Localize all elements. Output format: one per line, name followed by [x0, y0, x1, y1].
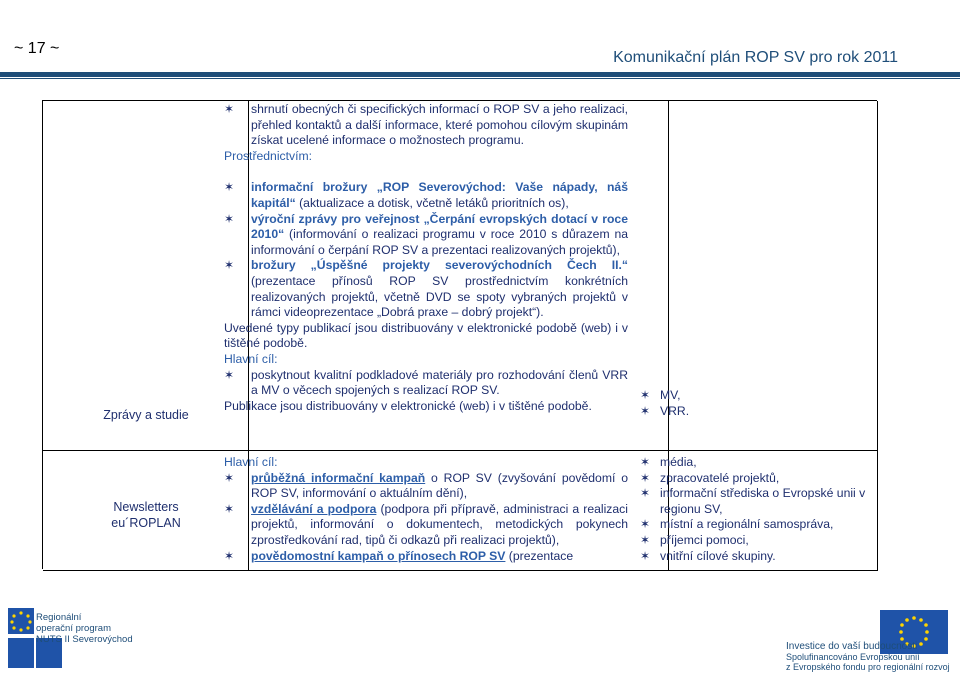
target-text: MV, [660, 388, 681, 402]
distribution-paragraph: Uvedené typy publikací jsou distribuovány v elektronické podobě (web) i v tištěné podobě. [224, 320, 628, 351]
bullet-text: (informování o realizaci programu v roce 2010 s důrazem na informování o čerpání ROP SV a prezentaci realizovaných projektů), [251, 227, 628, 257]
list-item [224, 180, 628, 211]
target-text: příjemci pomoci, [660, 532, 749, 547]
star-bullet-icon: ✶ [224, 548, 235, 563]
star-bullet-icon: ✶ [224, 102, 235, 116]
bullet-text: shrnutí obecných či specifických informací o ROP SV a jeho realizaci, přehled kontaktů a další informace, které pomohou cílovým skupinám získat ucelené informace o možnostech programu. [251, 102, 628, 148]
header-title: Komunikační plán ROP SV pro rok 2011 [613, 49, 898, 66]
right-logo-line: Spolufinancováno Evropskou unií [786, 652, 920, 662]
target-item [640, 533, 872, 549]
star-bullet-icon: ✶ [224, 211, 235, 226]
list-item [224, 212, 628, 259]
bullet-bold-text: informační brožury „ROP Severovýchod: Vaše nápady, náš kapitál“ [251, 180, 628, 210]
target-item [640, 517, 872, 533]
star-bullet-icon: ✶ [640, 403, 651, 418]
target-item [640, 404, 872, 420]
distribution-paragraph-2: Publikace jsou distribuovány v elektronické (web) i v tištěné podobě. [224, 398, 592, 413]
target-item [640, 388, 872, 404]
bullet-text: poskytnout kvalitní podkladové materiály pro rozhodování členů VRR a MV o věcech spojených s realizací ROP SV. [251, 367, 628, 398]
right-logo-line: z Evropského fondu pro regionální rozvoj [786, 662, 950, 672]
prostrednictvim-label: Prostřednictvím: [224, 148, 313, 163]
page-number: ~ 17 ~ [14, 40, 60, 57]
target-text: média, [660, 455, 697, 469]
star-bullet-icon: ✶ [640, 548, 651, 563]
bullet-text: (prezentace [505, 548, 574, 563]
main-goal-label: Hlavní cíl: [224, 455, 278, 469]
star-bullet-icon: ✶ [640, 517, 651, 532]
target-text: informační střediska o Evropské unii v regionu SV, [660, 486, 866, 516]
row2-label [43, 499, 249, 531]
bullet-text: (podpora při přípravě, administraci a realizaci projektů, informování o dokumentech, metodických pokynech zprostředkování rad, tipů či odkazů při realizaci projektů), [251, 501, 628, 547]
left-logo-line: Regionální [36, 612, 82, 623]
row2-content [224, 455, 628, 564]
list-item [224, 258, 628, 320]
list-item [224, 471, 628, 502]
star-bullet-icon: ✶ [640, 455, 651, 469]
row2-targets [640, 455, 872, 564]
target-item [640, 455, 872, 471]
list-item [224, 368, 628, 399]
star-bullet-icon: ✶ [224, 258, 235, 273]
row1-label-cell [43, 101, 249, 451]
row2-label-line1: Newsletters [113, 500, 179, 514]
star-bullet-icon: ✶ [224, 367, 235, 382]
right-logo-text [786, 642, 952, 672]
bullet-bold-text: vzdělávání a podpora [251, 501, 377, 516]
target-item [640, 471, 872, 487]
left-logo-line: operační program [36, 623, 111, 634]
list-item [224, 102, 628, 149]
main-goal-label: Hlavní cíl: [224, 351, 278, 366]
target-item [640, 549, 872, 565]
list-item [224, 549, 628, 565]
list-item [224, 502, 628, 549]
bullet-text: (prezentace přínosů ROP SV prostřednictvím konkrétních realizovaných projektů, včetně DVD se spoty vybraných projektů v rámci videoprezentace „Dobrá praxe – dobrý projekt“). [251, 273, 628, 320]
bullet-text: (aktualizace a dotisk, včetně letáků prioritních os), [295, 195, 569, 210]
target-text: zpracovatelé projektů, [660, 470, 780, 485]
row1-content [224, 102, 628, 414]
bullet-bold-text: průběžná informační kampaň [251, 470, 426, 485]
star-bullet-icon: ✶ [640, 486, 651, 501]
left-logo-text [36, 612, 133, 645]
target-text: místní a regionální samospráva, [660, 517, 834, 532]
star-bullet-icon: ✶ [224, 180, 235, 195]
bullet-bold-text: výroční zprávy pro veřejnost „Čerpání evropských dotací v roce 2010“ [251, 211, 628, 242]
row2-label-line2: eu´ROPLAN [111, 516, 181, 530]
star-bullet-icon: ✶ [640, 470, 651, 485]
star-bullet-icon: ✶ [640, 388, 651, 402]
bullet-bold-text: povědomostní kampaň o přínosech ROP SV [251, 548, 506, 563]
star-bullet-icon: ✶ [640, 532, 651, 547]
star-bullet-icon: ✶ [224, 470, 235, 485]
bullet-bold-text: brožury „Úspěšné projekty severovýchodních Čech II.“ [251, 258, 628, 273]
left-logo-line: NUTS II Severovýchod [36, 634, 133, 645]
right-logo-line: Investice do vaší budoucnosti [786, 641, 918, 652]
row1-label: Zprávy a studie [103, 408, 189, 422]
row1-targets [640, 388, 872, 419]
header-rule-thin [0, 78, 960, 79]
star-bullet-icon: ✶ [224, 501, 235, 516]
target-text: vnitřní cílové skupiny. [660, 548, 776, 563]
header-rule [0, 72, 960, 77]
target-item [640, 486, 872, 517]
bullet-text: o ROP SV (zvyšování povědomí o ROP SV, informování o aktuálním dění), [251, 470, 628, 501]
target-text: VRR. [660, 403, 690, 418]
